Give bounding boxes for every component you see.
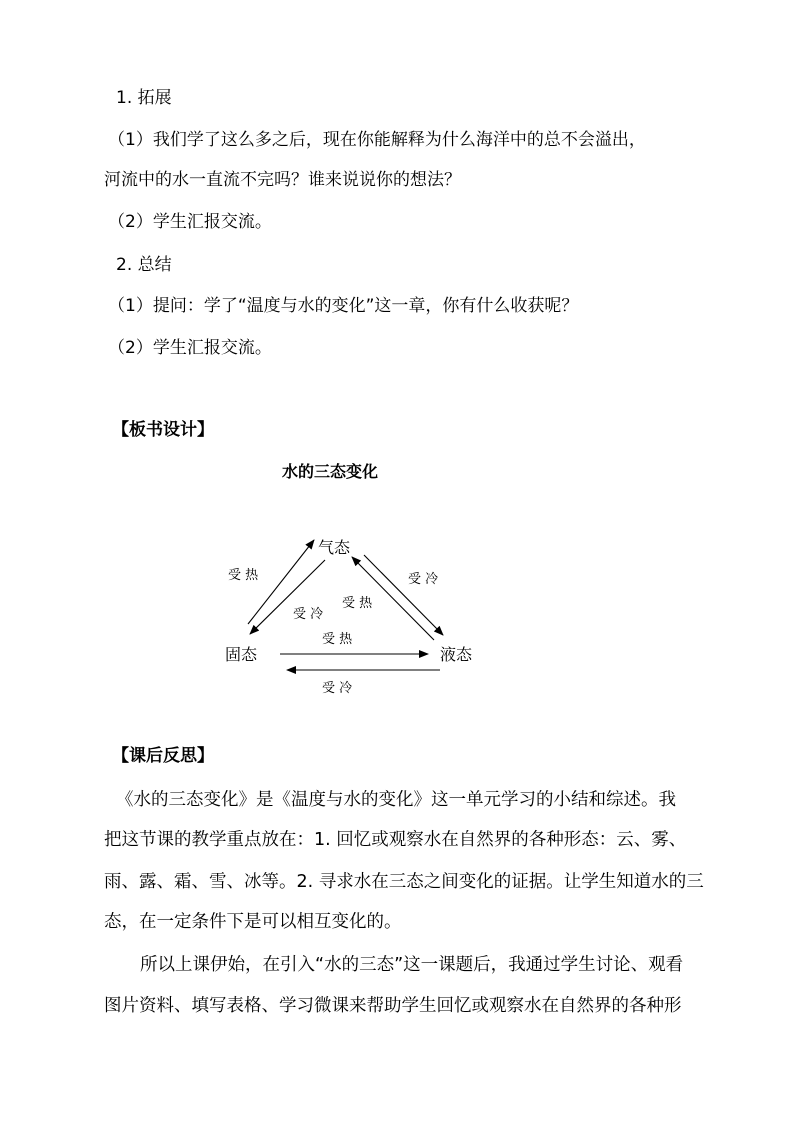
board-heading: 【板书设计】: [112, 420, 214, 440]
reflection-paragraph-1-line-3: 雨、露、霜、雪、冰等。2. 寻求水在三态之间变化的证据。让学生知道水的三: [104, 872, 704, 892]
label-gas-to-solid: 受 冷: [293, 607, 324, 622]
reflection-paragraph-2-line-1: 所以上课伊始，在引入“水的三态”这一课题后，我通过学生讨论、观看: [140, 955, 684, 975]
label-solid-to-gas: 受 热: [228, 568, 259, 583]
reflection-paragraph-2-line-2: 图片资料、填写表格、学习微课来帮助学生回忆或观察水在自然界的各种形: [104, 996, 682, 1016]
node-liquid: 液态: [440, 645, 473, 664]
reflection-paragraph-1-line-2: 把这节课的教学重点放在：1. 回忆或观察水在自然界的各种形态：云、雾、: [104, 830, 687, 850]
summary-question-1: （1）提问：学了“温度与水的变化”这一章，你有什么收获呢？: [108, 296, 579, 316]
node-solid: 固态: [225, 645, 258, 664]
arrow-gas-to-solid: [250, 560, 325, 634]
extension-question-2: （2）学生汇报交流。: [108, 212, 272, 232]
label-liquid-to-gas: 受 热: [342, 596, 373, 611]
arrow-gas-to-liquid: [364, 555, 443, 635]
reflection-heading: 【课后反思】: [112, 746, 214, 766]
label-gas-to-liquid: 受 冷: [408, 572, 439, 587]
extension-heading: 1. 拓展: [116, 88, 172, 108]
reflection-paragraph-1-line-4: 态，在一定条件下是可以相互变化的。: [104, 912, 402, 932]
node-gas: 气态: [318, 538, 351, 557]
extension-question-1-line-1: （1）我们学了这么多之后，现在你能解释为什么海洋中的总不会溢出，: [108, 130, 646, 150]
label-liquid-to-solid: 受 冷: [322, 681, 353, 696]
extension-question-1-line-2: 河流中的水一直流不完吗？谁来说说你的想法？: [104, 170, 461, 190]
reflection-paragraph-1-line-1: 《水的三态变化》是《温度与水的变化》这一单元学习的小结和综述。我: [116, 790, 676, 810]
board-title: 水的三态变化: [282, 462, 379, 481]
summary-heading: 2. 总结: [116, 255, 172, 275]
label-solid-to-liquid: 受 热: [322, 632, 353, 647]
summary-question-2: （2）学生汇报交流。: [108, 338, 272, 358]
